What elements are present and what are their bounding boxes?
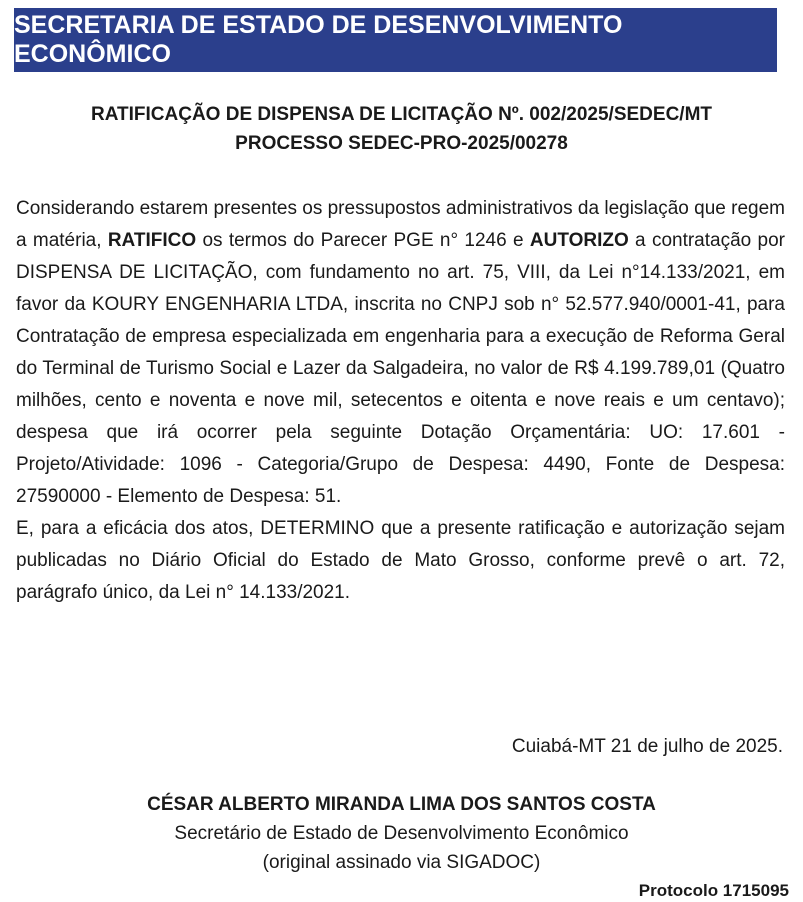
autorizo-keyword: AUTORIZO xyxy=(529,230,629,251)
agency-banner-text: SECRETARIA DE ESTADO DE DESENVOLVIMENTO ECONÔMICO xyxy=(14,11,623,68)
paragraph-1-text-c: os termos do Parecer PGE n° 1246 e xyxy=(196,230,530,251)
agency-banner xyxy=(14,8,777,72)
paragraph-2: E, para a eficácia dos atos, DETERMINO que a presente ratificação e autorização sejam publicadas no Diário Oficial do Estado de Mato Grosso, conforme prevê o art. 72, parágrafo único, da Lei n° 14.133/2021. xyxy=(16,518,785,603)
document-title xyxy=(0,100,803,158)
protocol-number: Protocolo 1715095 xyxy=(638,881,789,900)
paragraph-1-text-a: Considerando estarem presentes os pressupostos administrativos da legislação que regem a matéria, xyxy=(16,198,785,251)
document-body xyxy=(16,193,785,609)
title-line-2: PROCESSO SEDEC-PRO-2025/00278 xyxy=(235,133,568,154)
paragraph-1-text-e: a contratação por DISPENSA DE LICITAÇÃO, com fundamento no art. 75, VIII, da Lei n°14.133/2021, em favor da KOURY ENGENHARIA LTDA, inscrita no CNPJ sob n° 52.577.940/0001-41, para Contratação de empresa especializada em engenharia para a execução de Reforma Geral do Terminal de Turismo Social e Lazer da Salgadeira, no valor de R$ 4.199.789,01 (Quatro milhões, cento e noventa e nove mil, setecentos e oitenta e nove reais e um centavo); despesa que irá ocorrer pela seguinte Dotação Orçamentária: UO: 17.601 - Projeto/Atividade: 1096 - Categoria/Grupo de Despesa: 4490, Fonte de Despesa: 27590000 - Elemento de Despesa: 51. xyxy=(16,230,785,507)
paragraph-1 xyxy=(16,193,785,513)
signatory-name: CÉSAR ALBERTO MIRANDA LIMA DOS SANTOS COSTA xyxy=(147,794,656,815)
signature-note: (original assinado via SIGADOC) xyxy=(262,852,541,873)
title-line-1: RATIFICAÇÃO DE DISPENSA DE LICITAÇÃO Nº. 002/2025/SEDEC/MT xyxy=(90,104,713,125)
signature-block xyxy=(0,790,803,877)
signatory-role: Secretário de Estado de Desenvolvimento Econômico xyxy=(174,823,629,844)
date-line: Cuiabá-MT 21 de julho de 2025. xyxy=(511,736,783,757)
ratifico-keyword: RATIFICO xyxy=(107,230,197,251)
